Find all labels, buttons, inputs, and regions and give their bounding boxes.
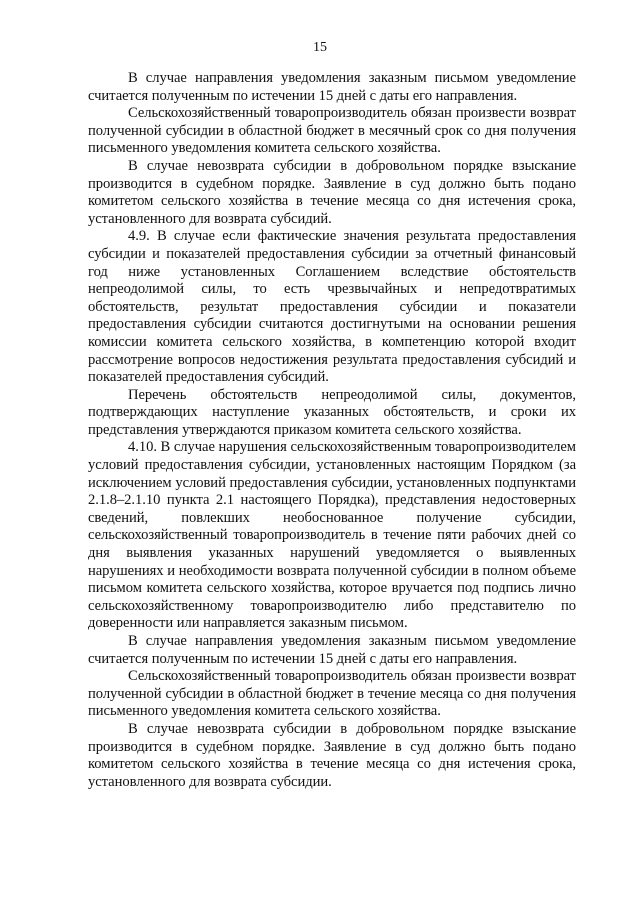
paragraph-4-10: 4.10. В случае нарушения сельскохозяйственным товаропроизводителем условий предоставления субсидии, установленных настоящим Порядком (за исключением условий предоставления субсидии, установленных подпунктами 2.1.8–2.1.10 пункта 2.1 настоящего Порядка), представления недостоверных сведений, повлекших необоснованное получение субсидии, сельскохозяйственный товаропроизводитель в течение пяти рабочих дней со дня выявления указанных нарушений уведомляется о выявленных нарушениях и необходимости возврата полученной субсидии в полном объеме письмом комитета сельского хозяйства, которое вручается под подпись лично сельскохозяйственному товаропроизводителю либо представителю по доверенности или направляется заказным письмом.	[88, 439, 576, 632]
page-number: 15	[313, 40, 327, 55]
paragraph-refund-obligation: Сельскохозяйственный товаропроизводитель обязан произвести возврат полученной субсидии в областной бюджет в месячный срок со дня получения письменного уведомления комитета сельского хозяйства.	[88, 105, 576, 157]
document-body	[88, 70, 576, 791]
paragraph-4-9: 4.9. В случае если фактические значения результата предоставления субсидии и показателей предоставления субсидии за отчетный финансовый год ниже установленных Соглашением вследствие обстоятельств непреодолимой силы, то есть чрезвычайных и непредотвратимых обстоятельств, результат предоставления субсидии и показатели предоставления субсидии считаются достигнутыми на основании решения комиссии комитета сельского хозяйства, в компетенцию которой входит рассмотрение вопросов недостижения результата предоставления субсидий и показателей предоставления субсидий.	[88, 228, 576, 386]
paragraph-court-recovery-2: В случае невозврата субсидии в добровольном порядке взыскание производится в судебном порядке. Заявление в суд должно быть подано комитетом сельского хозяйства в течение месяца со дня истечения срока, установленного для возврата субсидии.	[88, 720, 576, 790]
paragraph-force-majeure-list: Перечень обстоятельств непреодолимой силы, документов, подтверждающих наступление указанных обстоятельств, и сроки их представления утверждаются приказом комитета сельского хозяйства.	[88, 386, 576, 438]
paragraph-court-recovery: В случае невозврата субсидии в добровольном порядке взыскание производится в судебном порядке. Заявление в суд должно быть подано комитетом сельского хозяйства в течение месяца со дня истечения срока, установленного для возврата субсидий.	[88, 157, 576, 227]
paragraph-notice-receipt-2: В случае направления уведомления заказным письмом уведомление считается полученным по истечении 15 дней с даты его направления.	[88, 633, 576, 667]
paragraph-refund-obligation-2: Сельскохозяйственный товаропроизводитель обязан произвести возврат полученной субсидии в областной бюджет в течение месяца со дня получения письменного уведомления комитета сельского хозяйства.	[88, 668, 576, 720]
paragraph-notice-receipt: В случае направления уведомления заказным письмом уведомление считается полученным по истечении 15 дней с даты его направления.	[88, 70, 576, 104]
